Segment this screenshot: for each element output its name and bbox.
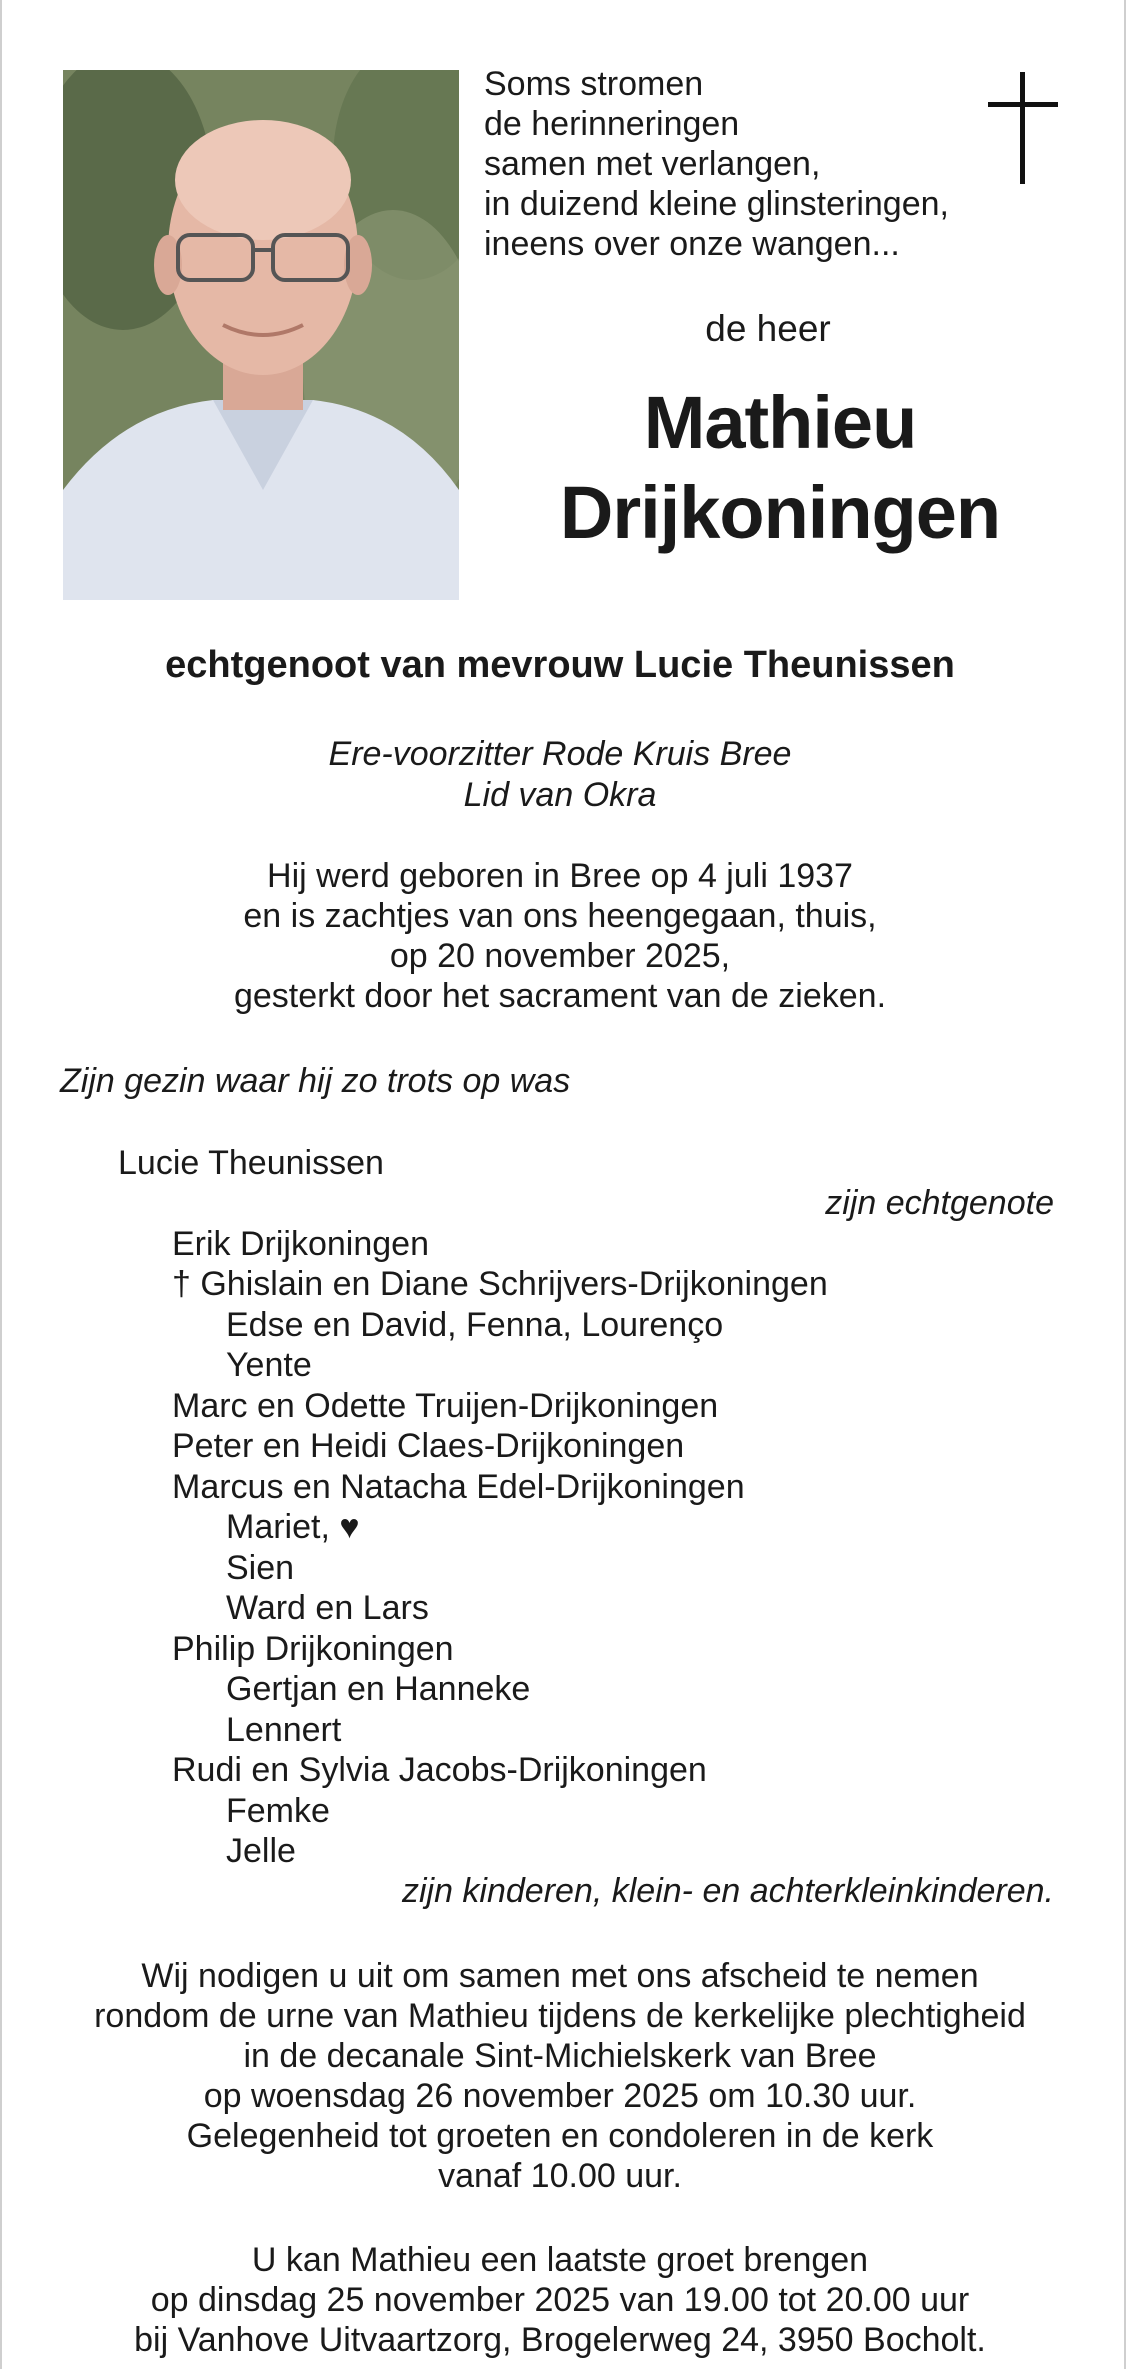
poem <box>484 64 949 264</box>
cross-icon <box>988 72 1058 189</box>
invitation-line: rondom de urne van Mathieu tijdens de kerkelijke plechtigheid <box>94 1997 1026 2035</box>
last-name: Drijkoningen <box>559 471 1001 554</box>
poem-line: samen met verlangen, <box>484 145 821 183</box>
family-member: Peter en Heidi Claes-Drijkoningen <box>172 1427 685 1465</box>
poem-line: de herinneringen <box>484 105 740 143</box>
family-member: Marc en Odette Truijen-Drijkoningen <box>172 1387 719 1425</box>
family-member: Edse en David, Fenna, Lourenço <box>226 1306 724 1344</box>
family-member: Gertjan en Hanneke <box>226 1670 531 1708</box>
family-member: Sien <box>226 1549 295 1587</box>
invitation-line: vanaf 10.00 uur. <box>438 2157 682 2195</box>
bio-line: en is zachtjes van ons heengegaan, thuis, <box>243 897 877 935</box>
invitation-line: Gelegenheid tot groeten en condoleren in de kerk <box>186 2117 934 2155</box>
family-member: Femke <box>226 1792 330 1830</box>
biography <box>0 856 1120 1016</box>
family-member: Marcus en Natacha Edel-Drijkoningen <box>172 1468 745 1506</box>
role-line: Lid van Okra <box>463 776 657 814</box>
family-member: Mariet, ♥ <box>226 1508 360 1546</box>
role-line: Ere-voorzitter Rode Kruis Bree <box>328 735 792 773</box>
spouse-name: Lucie Theunissen <box>118 1144 384 1182</box>
poem-line: in duizend kleine glinsteringen, <box>484 185 949 223</box>
visitation-line: op dinsdag 25 november 2025 van 19.00 tot 20.00 uur <box>150 2281 970 2319</box>
family-member: Jelle <box>226 1832 296 1870</box>
family-intro: Zijn gezin waar hij zo trots op was <box>60 1062 571 1100</box>
visitation-line: U kan Mathieu een laatste groet brengen <box>251 2241 869 2279</box>
invitation-line: in de decanale Sint-Michielskerk van Bree <box>243 2037 877 2075</box>
family-member: Yente <box>226 1346 312 1384</box>
family-member: Rudi en Sylvia Jacobs-Drijkoningen <box>172 1751 707 1789</box>
invitation <box>0 1956 1120 2196</box>
spouse-line: echtgenoot van mevrouw Lucie Theunissen <box>165 644 955 686</box>
invitation-line: op woensdag 26 november 2025 om 10.30 uur. <box>203 2077 917 2115</box>
spouse-role: zijn echtgenote <box>825 1184 1054 1222</box>
salutation: de heer <box>705 308 831 349</box>
invitation-line: Wij nodigen u uit om samen met ons afscheid te nemen <box>141 1957 979 1995</box>
family-member: Philip Drijkoningen <box>172 1630 454 1668</box>
bio-line: op 20 november 2025, <box>389 937 731 975</box>
poem-line: Soms stromen <box>484 65 704 103</box>
poem-line: ineens over onze wangen... <box>484 225 900 263</box>
visitation <box>0 2240 1120 2360</box>
roles <box>0 734 1120 816</box>
bio-line: gesterkt door het sacrament van de zieken. <box>233 977 887 1015</box>
family-member: † Ghislain en Diane Schrijvers-Drijkoningen <box>172 1265 828 1303</box>
family-member: Lennert <box>226 1711 342 1749</box>
deceased-name <box>520 378 1040 558</box>
first-name: Mathieu <box>643 381 917 464</box>
family-role: zijn kinderen, klein- en achterkleinkinderen. <box>401 1872 1054 1910</box>
bio-line: Hij werd geboren in Bree op 4 juli 1937 <box>267 857 853 895</box>
family-member: Erik Drijkoningen <box>172 1225 429 1263</box>
family-member: Ward en Lars <box>226 1589 429 1627</box>
portrait-photo <box>63 70 459 600</box>
visitation-line: bij Vanhove Uitvaartzorg, Brogelerweg 24, 3950 Bocholt. <box>134 2321 986 2359</box>
